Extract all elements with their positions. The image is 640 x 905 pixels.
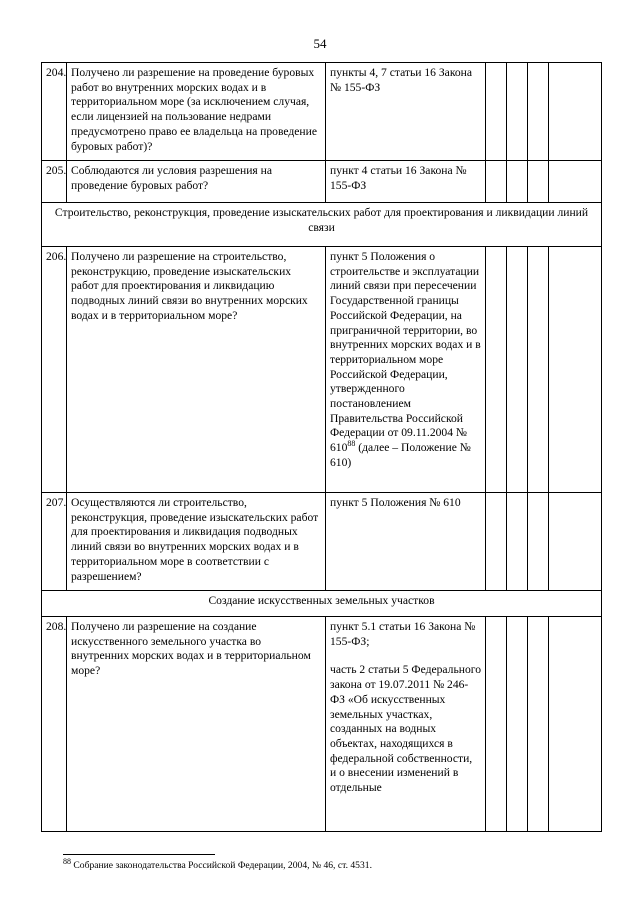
answer-cell-yes	[486, 63, 507, 161]
table-row-207	[42, 493, 602, 591]
answer-cell-na	[528, 617, 549, 832]
footnote-text: Собрание законодательства Российской Федерации, 2004, № 46, ст. 4531.	[71, 860, 372, 871]
row-number: 208.	[42, 617, 67, 832]
row-question: Получено ли разрешение на проведение буровых работ во внутренних морских водах и в территориальном море (за исключением случая, если лицензией на пользование недрами предусмотрено право ее владельца на проведение буровых работ)?	[67, 63, 326, 161]
answer-cell-no	[507, 161, 528, 203]
answer-cell-note	[549, 247, 602, 493]
row-reference	[326, 617, 486, 832]
answer-cell-yes	[486, 161, 507, 203]
footnote-separator	[63, 854, 215, 855]
answer-cell-na	[528, 247, 549, 493]
reference-paragraph: пункт 5.1 статьи 16 Закона № 155-ФЗ;	[330, 620, 476, 648]
answer-cell-no	[507, 493, 528, 591]
answer-cell-no	[507, 63, 528, 161]
row-reference: пункт 5 Положения № 610	[326, 493, 486, 591]
table-row-206	[42, 247, 602, 493]
section-heading: Строительство, реконструкция, проведение изыскательских работ для проектирования и ликвидации линий связи	[42, 203, 602, 247]
table-row-205	[42, 161, 602, 203]
row-reference	[326, 247, 486, 493]
row-question: Соблюдаются ли условия разрешения на проведение буровых работ?	[67, 161, 326, 203]
row-question: Осуществляются ли строительство, реконструкция, проведение изыскательских работ для проектирования и ликвидация подводных линий связи во внутренних морских водах и в территориальном море в соответствии с разрешением?	[67, 493, 326, 591]
paragraph-gap	[330, 649, 481, 663]
answer-cell-na	[528, 161, 549, 203]
answer-cell-note	[549, 493, 602, 591]
answer-cell-no	[507, 617, 528, 832]
reference-text: пункт 5 Положения о строительстве и эксплуатации линий связи при пересечении Государственной границы Российской Федерации, на приграничной территории, во внутренних морских водах и в территориальном море Российской Федерации, утвержденного постановлением Правительства Российской Федерации от 09.11.2004 № 610	[330, 250, 481, 455]
row-number: 204.	[42, 63, 67, 161]
row-reference: пункт 4 статьи 16 Закона № 155-ФЗ	[326, 161, 486, 203]
answer-cell-yes	[486, 247, 507, 493]
reference-paragraph: часть 2 статьи 5 Федерального закона от 19.07.2011 № 246-ФЗ «Об искусственных земельных участках, созданных на водных объектах, находящихся в федеральной собственности, и о внесении изменений в отдельные	[330, 663, 482, 795]
row-question: Получено ли разрешение на создание искусственного земельного участка во внутренних морских водах и в территориальном море?	[67, 617, 326, 832]
footnote	[63, 856, 372, 871]
row-question: Получено ли разрешение на строительство, реконструкцию, проведение изыскательских работ для проектирования и ликвидацию подводных линий связи во внутренних морских водах и в территориальном море?	[67, 247, 326, 493]
section-row-artificial-land	[42, 591, 602, 617]
row-reference: пункты 4, 7 статьи 16 Закона № 155-ФЗ	[326, 63, 486, 161]
table-row-204	[42, 63, 602, 161]
section-row-construction	[42, 203, 602, 247]
row-number: 205.	[42, 161, 67, 203]
answer-cell-note	[549, 63, 602, 161]
answer-cell-yes	[486, 617, 507, 832]
table-row-208	[42, 617, 602, 832]
row-number: 206.	[42, 247, 67, 493]
answer-cell-na	[528, 493, 549, 591]
requirements-table	[41, 62, 602, 832]
row-number: 207.	[42, 493, 67, 591]
answer-cell-note	[549, 617, 602, 832]
answer-cell-note	[549, 161, 602, 203]
page-number: 54	[313, 36, 327, 51]
section-heading: Создание искусственных земельных участков	[42, 591, 602, 617]
reference-text-tail: (далее – Положение № 610)	[330, 441, 471, 469]
answer-cell-yes	[486, 493, 507, 591]
footnote-marker: 88	[63, 856, 71, 866]
answer-cell-na	[528, 63, 549, 161]
footnote-reference: 88	[347, 439, 356, 449]
answer-cell-no	[507, 247, 528, 493]
